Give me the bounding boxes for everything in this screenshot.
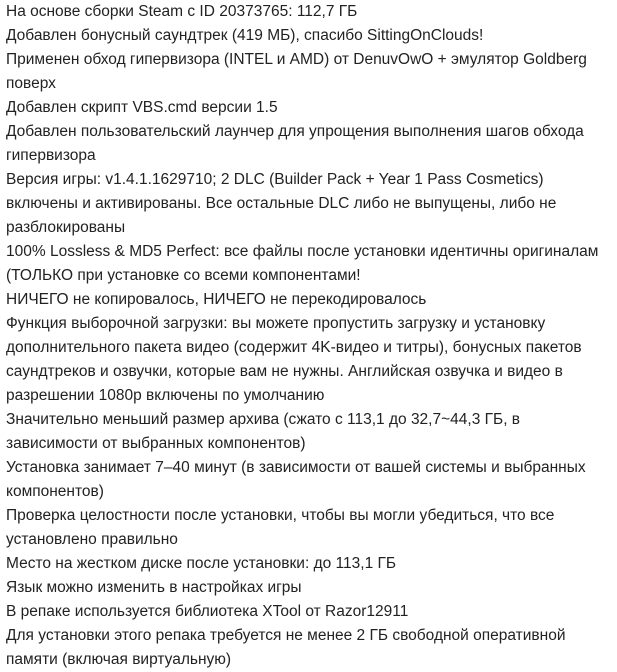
text-line-integrity-check: Проверка целостности после установки, чтобы вы могли убедиться, что все установлено правильно [6, 507, 555, 548]
text-line-xtool: В репаке используется библиотека XTool от Razor12911 [6, 603, 409, 620]
text-line-build: На основе сборки Steam с ID 20373765: 112,7 ГБ [6, 3, 358, 20]
text-line-selective-download: Функция выборочной загрузки: вы можете пропустить загрузку и установку дополнительного пакета видео (содержит 4K-видео и титры), бонусных пакетов саундтреков и озвучки, которые вам не нужны. Английская озвучка и видео в разрешении 1080p включены по умолчанию [6, 315, 582, 404]
text-line-vbs-script: Добавлен скрипт VBS.cmd версии 1.5 [6, 99, 278, 116]
text-line-lossless: 100% Lossless & MD5 Perfect: все файлы после установки идентичны оригиналам (ТОЛЬКО при установке со всеми компонентами! [6, 243, 599, 284]
text-line-soundtrack: Добавлен бонусный саундтрек (419 МБ), спасибо SittingOnClouds! [6, 27, 484, 44]
text-line-disk-space: Место на жестком диске после установки: до 113,1 ГБ [6, 555, 397, 572]
text-line-language: Язык можно изменить в настройках игры [6, 579, 302, 596]
text-line-install-time: Установка занимает 7–40 минут (в зависимости от вашей системы и выбранных компонентов) [6, 459, 586, 500]
text-line-game-version: Версия игры: v1.4.1.1629710; 2 DLC (Builder Pack + Year 1 Pass Cosmetics) включены и активированы. Все остальные DLC либо не выпущены, либо не разблокированы [6, 171, 557, 236]
text-line-launcher: Добавлен пользовательский лаунчер для упрощения выполнения шагов обхода гипервизора [6, 123, 584, 164]
text-line-archive-size: Значительно меньший размер архива (сжато с 113,1 до 32,7~44,3 ГБ, в зависимости от выбранных компонентов) [6, 411, 521, 452]
text-line-ram-requirement: Для установки этого репака требуется не менее 2 ГБ свободной оперативной памяти (включая виртуальную) [6, 627, 566, 668]
text-line-hypervisor-bypass: Применен обход гипервизора (INTEL и AMD) от DenuvOwO + эмулятор Goldberg поверх [6, 51, 587, 92]
text-line-no-reencode: НИЧЕГО не копировалось, НИЧЕГО не перекодировалось [6, 291, 427, 308]
